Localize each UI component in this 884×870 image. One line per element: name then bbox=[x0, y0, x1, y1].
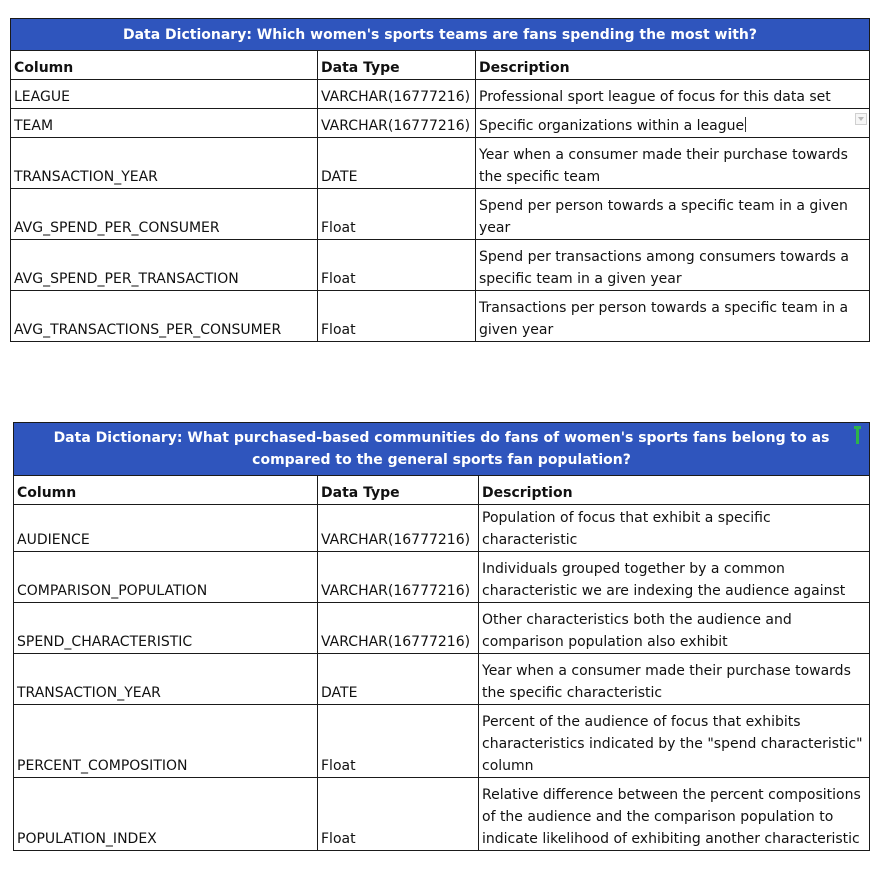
cell-data-type[interactable]: VARCHAR(16777216) bbox=[318, 603, 479, 654]
cell-description[interactable]: Relative difference between the percent compositions of the audience and the comparison population to indicate likelihood of exhibiting another characteristic bbox=[479, 778, 870, 851]
table-row bbox=[11, 109, 870, 138]
cell-description[interactable]: Professional sport league of focus for this data set bbox=[476, 80, 870, 109]
table-title: Data Dictionary: What purchased-based communities do fans of women's sports fans belong to as compared to the general sports fan population? bbox=[53, 430, 830, 468]
table-row bbox=[14, 505, 870, 552]
cell-data-type[interactable]: Float bbox=[318, 189, 476, 240]
cell-data-type[interactable]: Float bbox=[318, 240, 476, 291]
header-column[interactable]: Column bbox=[11, 51, 318, 80]
cell-description[interactable]: Other characteristics both the audience and comparison population also exhibit bbox=[479, 603, 870, 654]
table-header-row bbox=[11, 51, 870, 80]
table-row bbox=[11, 240, 870, 291]
cell-column[interactable]: AVG_SPEND_PER_CONSUMER bbox=[11, 189, 318, 240]
cell-description[interactable]: Population of focus that exhibit a specific characteristic bbox=[479, 505, 870, 552]
cell-data-type[interactable]: VARCHAR(16777216) bbox=[318, 80, 476, 109]
table-row bbox=[14, 552, 870, 603]
cell-column[interactable]: PERCENT_COMPOSITION bbox=[14, 705, 318, 778]
header-column[interactable]: Column bbox=[14, 476, 318, 505]
cell-column[interactable]: LEAGUE bbox=[11, 80, 318, 109]
table-title-row bbox=[14, 423, 870, 476]
table-row bbox=[14, 654, 870, 705]
header-data-type[interactable]: Data Type bbox=[318, 476, 479, 505]
cell-data-type[interactable]: VARCHAR(16777216) bbox=[318, 505, 479, 552]
dropdown-arrow-icon[interactable] bbox=[855, 113, 867, 125]
cell-description[interactable]: Spend per person towards a specific team in a given year bbox=[476, 189, 870, 240]
cell-column[interactable]: SPEND_CHARACTERISTIC bbox=[14, 603, 318, 654]
table-row bbox=[11, 138, 870, 189]
data-dictionary-table-communities bbox=[13, 422, 870, 851]
table-row bbox=[14, 778, 870, 851]
cell-description[interactable]: Individuals grouped together by a common characteristic we are indexing the audience against bbox=[479, 552, 870, 603]
cell-column[interactable]: TEAM bbox=[11, 109, 318, 138]
cell-description-selected[interactable] bbox=[476, 109, 870, 138]
cell-description-text: Specific organizations within a league bbox=[479, 118, 745, 134]
table-title-row bbox=[11, 19, 870, 51]
table-title-cell bbox=[14, 423, 870, 476]
data-dictionary-table-teams bbox=[10, 18, 870, 342]
table-row bbox=[14, 705, 870, 778]
cell-column[interactable]: AVG_SPEND_PER_TRANSACTION bbox=[11, 240, 318, 291]
cell-description[interactable]: Percent of the audience of focus that exhibits characteristics indicated by the "spend characteristic" column bbox=[479, 705, 870, 778]
cell-data-type[interactable]: Float bbox=[318, 778, 479, 851]
cell-data-type[interactable]: DATE bbox=[318, 654, 479, 705]
table-row bbox=[14, 603, 870, 654]
cell-column[interactable]: COMPARISON_POPULATION bbox=[14, 552, 318, 603]
cell-column[interactable]: POPULATION_INDEX bbox=[14, 778, 318, 851]
cell-description[interactable]: Spend per transactions among consumers towards a specific team in a given year bbox=[476, 240, 870, 291]
cell-description[interactable]: Year when a consumer made their purchase towards the specific characteristic bbox=[479, 654, 870, 705]
table-row bbox=[11, 80, 870, 109]
cell-data-type[interactable]: Float bbox=[318, 705, 479, 778]
cell-data-type[interactable]: VARCHAR(16777216) bbox=[318, 552, 479, 603]
cell-column[interactable]: TRANSACTION_YEAR bbox=[14, 654, 318, 705]
cell-data-type[interactable]: VARCHAR(16777216) bbox=[318, 109, 476, 138]
cell-column[interactable]: TRANSACTION_YEAR bbox=[11, 138, 318, 189]
cell-data-type[interactable]: Float bbox=[318, 291, 476, 342]
cell-description[interactable]: Year when a consumer made their purchase towards the specific team bbox=[476, 138, 870, 189]
cell-data-type[interactable]: DATE bbox=[318, 138, 476, 189]
table-row bbox=[11, 291, 870, 342]
header-data-type[interactable]: Data Type bbox=[318, 51, 476, 80]
text-cursor bbox=[745, 117, 746, 132]
cell-description[interactable]: Transactions per person towards a specific team in a given year bbox=[476, 291, 870, 342]
header-description[interactable]: Description bbox=[476, 51, 870, 80]
cell-column[interactable]: AUDIENCE bbox=[14, 505, 318, 552]
table-row bbox=[11, 189, 870, 240]
header-description[interactable]: Description bbox=[479, 476, 870, 505]
cell-marker-icon bbox=[856, 426, 859, 444]
table-header-row bbox=[14, 476, 870, 505]
cell-column[interactable]: AVG_TRANSACTIONS_PER_CONSUMER bbox=[11, 291, 318, 342]
table-title: Data Dictionary: Which women's sports teams are fans spending the most with? bbox=[11, 19, 870, 51]
